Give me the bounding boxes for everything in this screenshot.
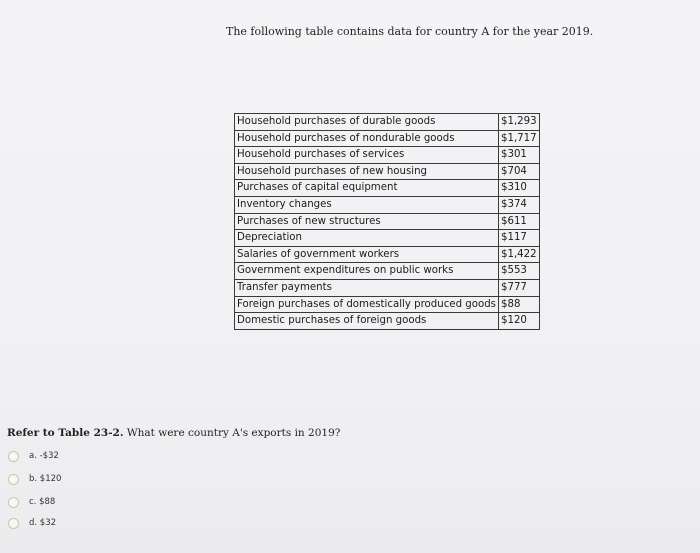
question-text [7,427,340,439]
answer-option-c[interactable] [8,494,128,510]
row-label: Transfer payments [235,279,499,296]
row-label: Household purchases of new housing [235,163,499,180]
answer-option-b[interactable] [8,471,128,487]
row-value: $1,293 [498,114,539,131]
row-value: $777 [498,279,539,296]
row-value: $611 [498,213,539,230]
row-label: Government expenditures on public works [235,263,499,280]
row-label: Foreign purchases of domestically produced goods [235,296,499,313]
row-value: $120 [498,313,539,330]
row-value: $310 [498,180,539,197]
row-value: $374 [498,196,539,213]
table-row [235,147,540,164]
question-body: What were country A's exports in 2019? [123,427,341,439]
row-label: Household purchases of nondurable goods [235,130,499,147]
radio-button[interactable] [8,518,19,529]
row-value: $704 [498,163,539,180]
radio-button[interactable] [8,451,19,462]
table-row [235,263,540,280]
answer-option-a[interactable] [8,448,128,464]
answer-option-label: d. $32 [29,518,57,528]
row-value: $553 [498,263,539,280]
row-value: $301 [498,147,539,164]
data-table [234,113,540,330]
answer-option-label: c. $88 [29,497,56,507]
row-label: Depreciation [235,230,499,247]
row-label: Purchases of capital equipment [235,180,499,197]
table-row [235,163,540,180]
question-reference: Refer to Table 23-2. [7,427,124,439]
table-row [235,114,540,131]
table-row [235,180,540,197]
row-label: Purchases of new structures [235,213,499,230]
radio-button[interactable] [8,497,19,508]
table-row [235,196,540,213]
answer-option-label: a. -$32 [29,451,59,461]
table-row [235,230,540,247]
table-row [235,313,540,330]
table-row [235,296,540,313]
row-value: $88 [498,296,539,313]
table-row [235,246,540,263]
table-row [235,130,540,147]
answer-option-d[interactable] [8,515,128,531]
row-label: Salaries of government workers [235,246,499,263]
answer-option-label: b. $120 [29,474,62,484]
row-label: Household purchases of services [235,147,499,164]
row-label: Inventory changes [235,196,499,213]
row-label: Domestic purchases of foreign goods [235,313,499,330]
table-row [235,279,540,296]
radio-button[interactable] [8,474,19,485]
table-intro-text: The following table contains data for country A for the year 2019. [226,25,594,38]
row-value: $1,422 [498,246,539,263]
row-value: $117 [498,230,539,247]
row-label: Household purchases of durable goods [235,114,499,131]
table-row [235,213,540,230]
row-value: $1,717 [498,130,539,147]
